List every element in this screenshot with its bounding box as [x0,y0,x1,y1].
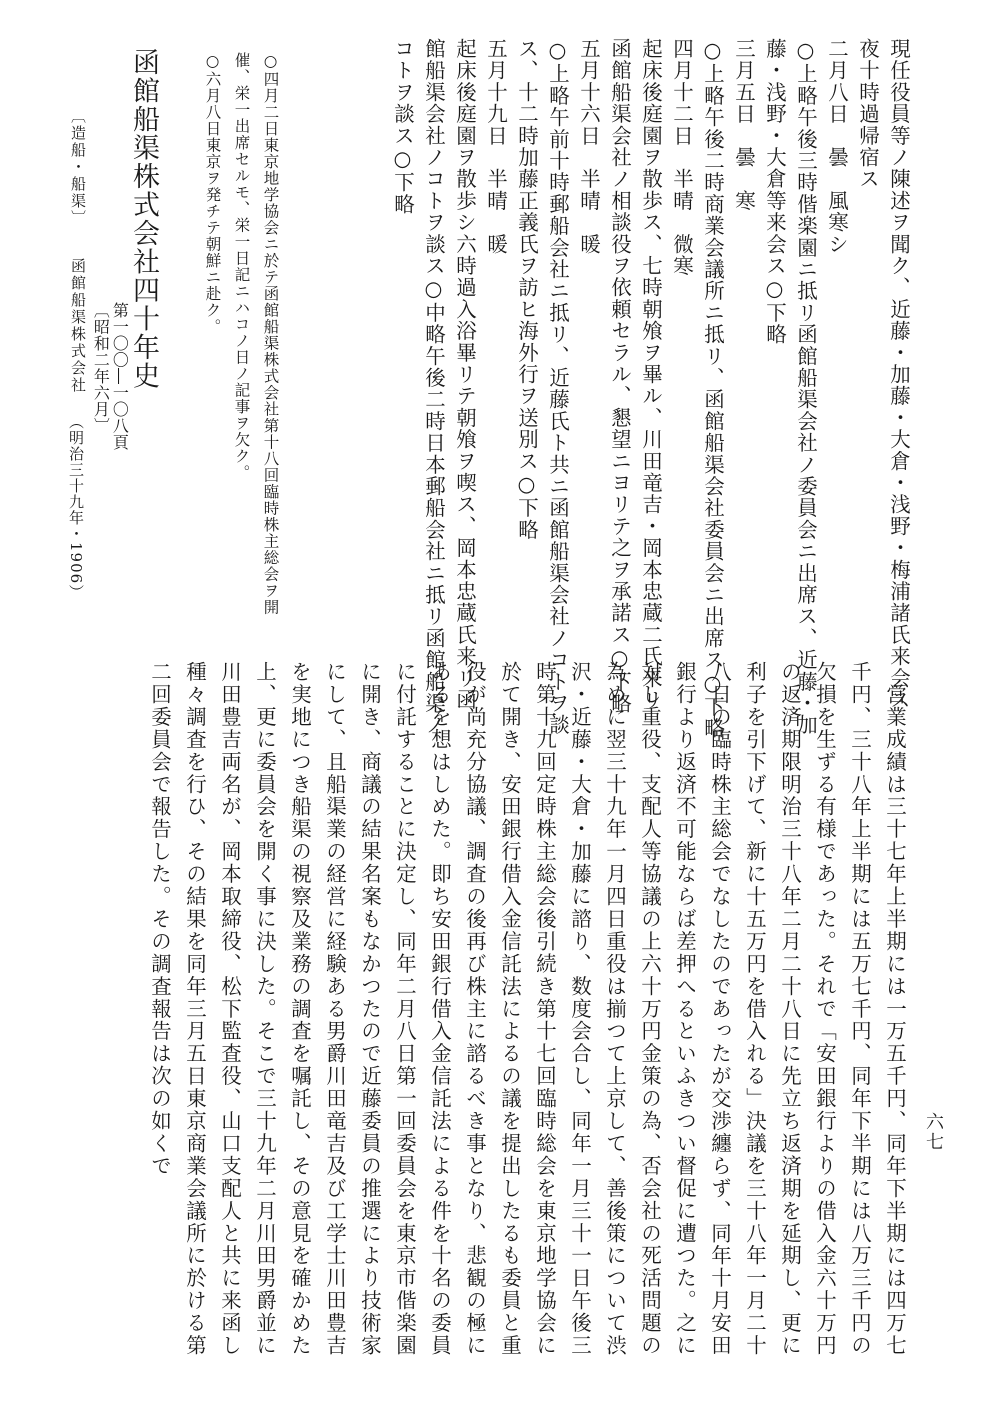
body-line: の返済期限明治三十八年二月二十八日に先立ち返済期を延期し、更に [777,661,802,1357]
page-number: 六七 [923,1112,944,1152]
diary-line: コトヲ談ス○下略 [390,38,415,216]
body-line: 二回委員会で報告した。その調査報告は次の如くで [147,661,172,1178]
body-line: を実地につき船渠の視察及業務の調査を嘱託し、その意見を確かめた [287,661,312,1357]
body-line: 種々調査を行ひ、その結果を同年三月五日東京商業会議所に於ける第 [182,661,207,1357]
diary-line: 現任役員等ノ陳述ヲ聞ク、近藤・加藤・大倉・浅野・梅浦諸氏来会ス [886,38,911,711]
diary-line: 五月十九日 半晴 暖 [483,38,508,255]
diary-line: 夜十時過帰宿ス [855,38,880,190]
body-line: 営業成績は三十七年上半期には一万五千円、同年下半期には四万七 [882,661,907,1357]
body-line: に付託することに決定し、同年二月八日第一回委員会を東京市偕楽園 [392,661,417,1357]
diary-line: ○上略午後三時偕楽園ニ抵リ函館船渠会社ノ委員会ニ出席ス、近藤・加 [793,38,818,736]
body-line: 千円、三十八年上半期には五万七千円、同年下半期には八万三千円の [847,661,872,1357]
body-line: 対し重役、支配人等協議の上六十万円金策の為、否会社の死活問題の [637,661,662,1357]
body-line: 時第十九回定時株主総会後引続き第十七回臨時総会を東京地学協会に [532,661,557,1357]
body-line: 沢・近藤・大倉・加藤に諮り、数度会合し、同年一月三十一日午後三 [567,661,592,1357]
body-line: 上、更に委員会を開く事に決した。そこで三十九年二月川田男爵並に [252,661,277,1357]
diary-line: 五月十六日 半晴 暖 [576,38,601,255]
body-line: 役が尚充分協議、調査の後再び株主に諮るべき事となり、悲観の極に [462,661,487,1357]
diary-line: 三月五日 曇 寒 [731,38,756,212]
diary-line: 二月八日 曇 風寒シ [824,38,849,255]
footer-era: （明治三十九年・1906） [67,414,85,601]
body-line: あるを想はしめた。即ち安田銀行借入金信託法による件を十名の委員 [427,661,452,1357]
diary-line: 藤・浅野・大倉等来会ス○下略 [762,38,787,346]
diary-line: 館船渠会社ノコトヲ談ス○中略午後二時日本郵船会社ニ抵リ函館船渠ノ [421,38,446,736]
diary-line: ス、十二時加藤正義氏ヲ訪ヒ海外行ヲ送別ス○下略 [514,38,539,541]
diary-line: 函館船渠会社ノ相談役ヲ依頼セラル、懇望ニヨリテ之ヲ承諾ス○下略 [607,38,632,715]
diary-line: 起床後庭園ヲ散歩シ六時過入浴畢リテ朝飧ヲ喫ス、岡本忠蔵氏来リ函 [452,38,477,711]
footer-category: 〔造船・船渠〕 [69,108,87,227]
body-line: 欠損を生ずる有様であった。それで「安田銀行よりの借入金六十万円 [812,661,837,1357]
editorial-note: ○四月二日東京地学協会ニ於テ函館船渠株式会社第十八回臨時株主総会ヲ開 [261,52,280,616]
diary-line: ○上略午後二時商業会議所ニ抵リ、函館船渠会社委員会ニ出席ス○下略 [700,38,725,740]
body-line: にして、且船渠業の経営に経験ある男爵川田竜吉及び工学士川田豊吉 [322,661,347,1357]
editorial-note: 催、栄一出席セルモ、栄一日記ニハコノ日ノ記事ヲ欠ク。 [232,52,251,481]
source-page-ref: 第一〇〇―一〇八頁 [110,302,130,451]
body-line: 川田豊吉両名が、岡本取締役、松下監査役、山口支配人と共に来函し [217,661,242,1357]
body-line: 利子を引下げて、新に十五万円を借入れる」決議を三十八年一月二十 [742,661,767,1357]
body-line: 八日の臨時株主総会でなしたのであったが交渉纏らず、同年十月安田 [707,661,732,1357]
body-line: 銀行より返済不可能ならば差押へるといふきつい督促に遭つた。之に [672,661,697,1357]
body-line: 於て開き、安田銀行借入金信託法によるの議を提出したるも委員と重 [497,661,522,1357]
diary-line: 四月十二日 半晴 微寒 [669,38,694,277]
source-date-ref: 〔昭和二年六月〕 [91,302,111,434]
footer-company: 函館船渠株式会社 [69,258,87,394]
editorial-note: ○六月八日東京ヲ発チテ朝鮮ニ赴ク。 [203,52,222,335]
body-line: に開き、商議の結果名案もなかつたので近藤委員の推選により技術家 [357,661,382,1357]
diary-line: 起床後庭園ヲ散歩ス、七時朝飧ヲ畢ル、川田竜吉・岡本忠蔵二氏来リ [638,38,663,711]
body-line: 為めに翌三十九年一月四日重役は揃つて上京して、善後策について渋 [602,661,627,1357]
source-title: 函館船渠株式会社四十年史 [128,48,159,390]
diary-line: ○上略午前十時郵船会社ニ抵リ、近藤氏ト共ニ函館船渠会社ノコトヲ談 [545,38,570,736]
